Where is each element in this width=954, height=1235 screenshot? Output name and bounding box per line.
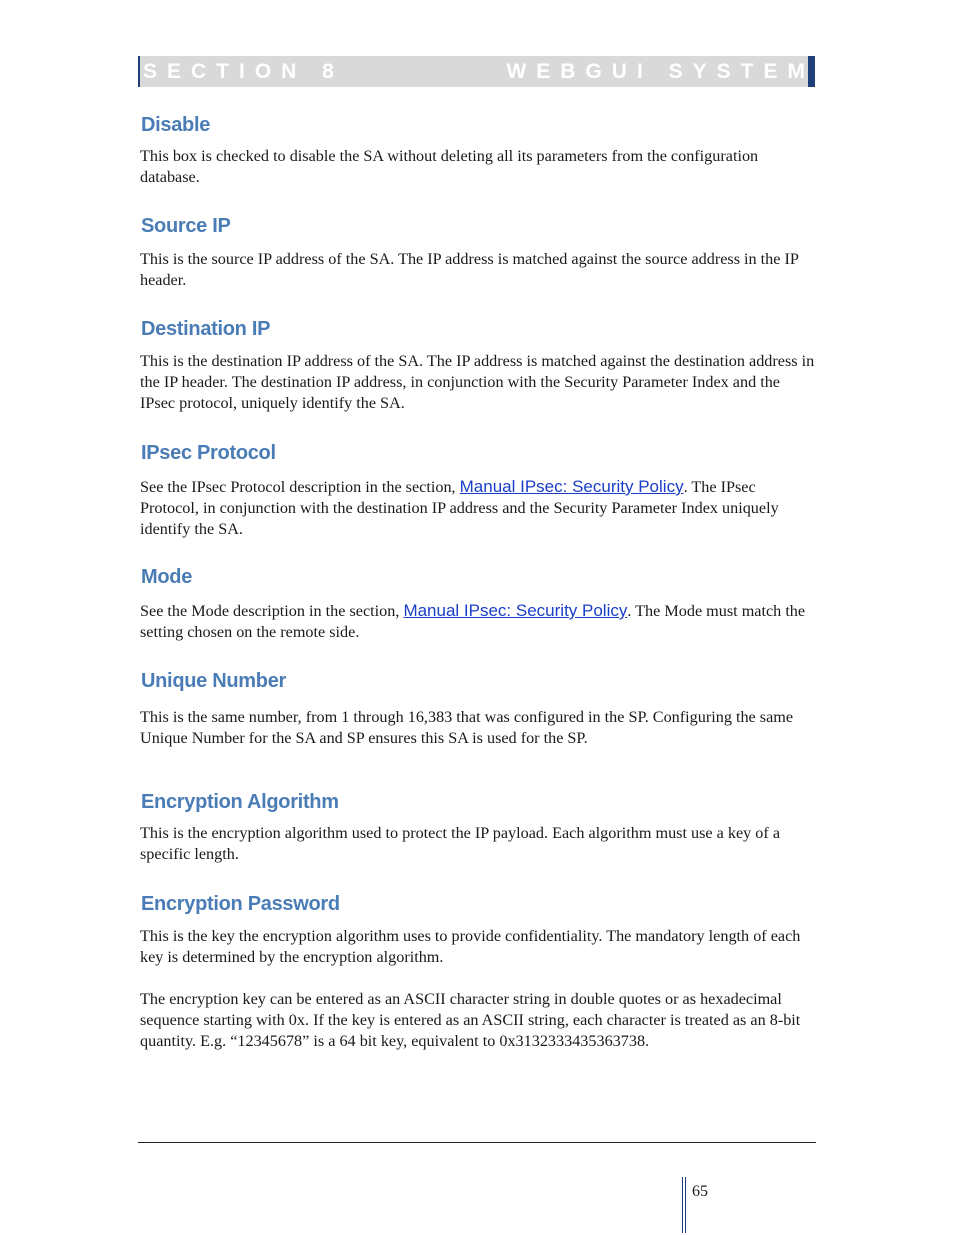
heading-source-ip: Source IP: [141, 215, 231, 237]
heading-ipsec-protocol: IPsec Protocol: [141, 442, 276, 464]
heading-mode: Mode: [141, 566, 193, 588]
section-header-bar: [138, 56, 815, 87]
text-before-link: See the IPsec Protocol description in the section,: [140, 478, 460, 496]
paragraph-mode: [140, 600, 818, 643]
paragraph-encryption-algorithm: This is the encryption algorithm used to protect the IP payload. Each algorithm must use a key of a specific length.: [140, 824, 780, 863]
link-manual-ipsec-security-policy[interactable]: Manual IPsec: Security Policy: [403, 601, 628, 620]
system-label: WEBGUI SYSTEM: [506, 60, 815, 83]
heading-encryption-algorithm: Encryption Algorithm: [141, 791, 339, 813]
page-number-rule: [682, 1177, 686, 1233]
paragraph-source-ip: This is the source IP address of the SA. The IP address is matched against the source address in the IP header.: [140, 250, 799, 289]
paragraph-encryption-password-1: This is the key the encryption algorithm uses to provide confidentiality. The mandatory length of each key is determined by the encryption algorithm.: [140, 927, 801, 966]
text-before-link: See the Mode description in the section,: [140, 602, 404, 620]
paragraph-disable: This box is checked to disable the SA without deleting all its parameters from the configuration database.: [140, 147, 759, 186]
text-after-link: . The IPsec Protocol, in conjunction with the destination IP address and the Security Parameter Index uniquely identify the SA.: [140, 478, 779, 538]
footer-divider: [138, 1142, 816, 1143]
heading-destination-ip: Destination IP: [141, 318, 271, 340]
heading-disable: Disable: [141, 114, 211, 136]
paragraph-unique-number: This is the same number, from 1 through 16,383 that was configured in the SP. Configuring the same Unique Number for the SA and SP ensures this SA is used for the SP.: [140, 708, 794, 747]
heading-unique-number: Unique Number: [141, 670, 286, 692]
page-number: 65: [692, 1183, 708, 1200]
heading-encryption-password: Encryption Password: [141, 893, 340, 915]
text-after-link: . The Mode must match the setting chosen on the remote side.: [140, 602, 806, 641]
paragraph-ipsec-protocol: [140, 476, 818, 540]
paragraph-destination-ip: This is the destination IP address of the SA. The IP address is matched against the destination address in the IP header. The destination IP address, in conjunction with the Security Parameter Index and the IPsec protocol, uniquely identify the SA.: [140, 352, 815, 412]
paragraph-encryption-password-2: The encryption key can be entered as an ASCII character string in double quotes or as hexadecimal sequence starting with 0x. If the key is entered as an ASCII string, each character is treated as an 8-bit quantity. E.g. “12345678” is a 64 bit key, equivalent to 0x3132333435363738.: [140, 990, 801, 1050]
link-manual-ipsec-security-policy[interactable]: Manual IPsec: Security Policy: [459, 477, 684, 496]
section-label: SECTION 8: [143, 60, 344, 83]
